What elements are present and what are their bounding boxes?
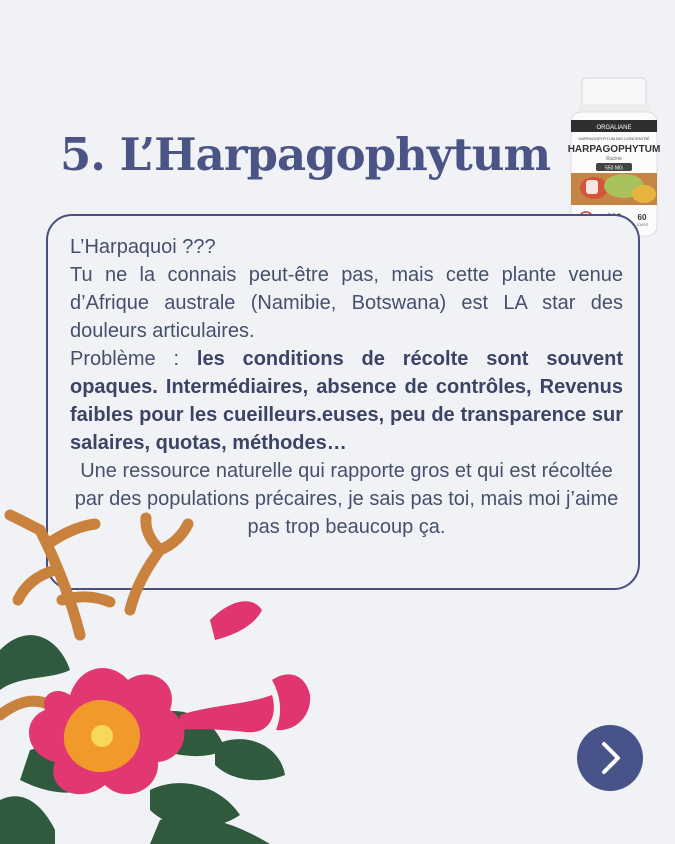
page-title: 5. L’Harpagophytum	[60, 128, 551, 181]
product-name: HARPAGOPHYTUM	[567, 144, 661, 155]
product-dose: 550 MG	[605, 165, 623, 172]
problem-label: Problème :	[70, 348, 197, 370]
conclusion-paragraph: Une ressource naturelle qui rapporte gros et qui est récoltée par des populations précaires, je sais pas toi, mais moi j’aime pas trop beaucoup ça.	[74, 460, 619, 538]
next-button[interactable]	[577, 725, 643, 791]
product-part: Racine	[606, 156, 622, 162]
intro-paragraph: Tu ne la connais peut-être pas, mais cette plante venue d’Afrique australe (Namibie, Botswana) est LA star des douleurs articulaires.	[70, 264, 623, 342]
question-line: L’Harpaquoi ???	[70, 236, 216, 258]
problem-paragraph	[70, 345, 623, 457]
product-days-label: JOURS	[636, 223, 648, 227]
product-days: 60	[637, 213, 647, 222]
chevron-right-icon	[577, 725, 643, 791]
card-text	[70, 233, 623, 541]
product-subtitle: HARPAGOPHYTUM BIO CONCENTRÉ	[578, 136, 650, 141]
flower-illustration	[0, 500, 330, 844]
product-brand: ORGALIANE	[596, 125, 632, 131]
problem-text: les conditions de récolte sont souvent opaques. Intermédiaires, absence de contrôles, Revenus faibles pour les cueilleurs.euses, peu de transparence sur salaires, quotas, méthodes…	[70, 348, 624, 454]
